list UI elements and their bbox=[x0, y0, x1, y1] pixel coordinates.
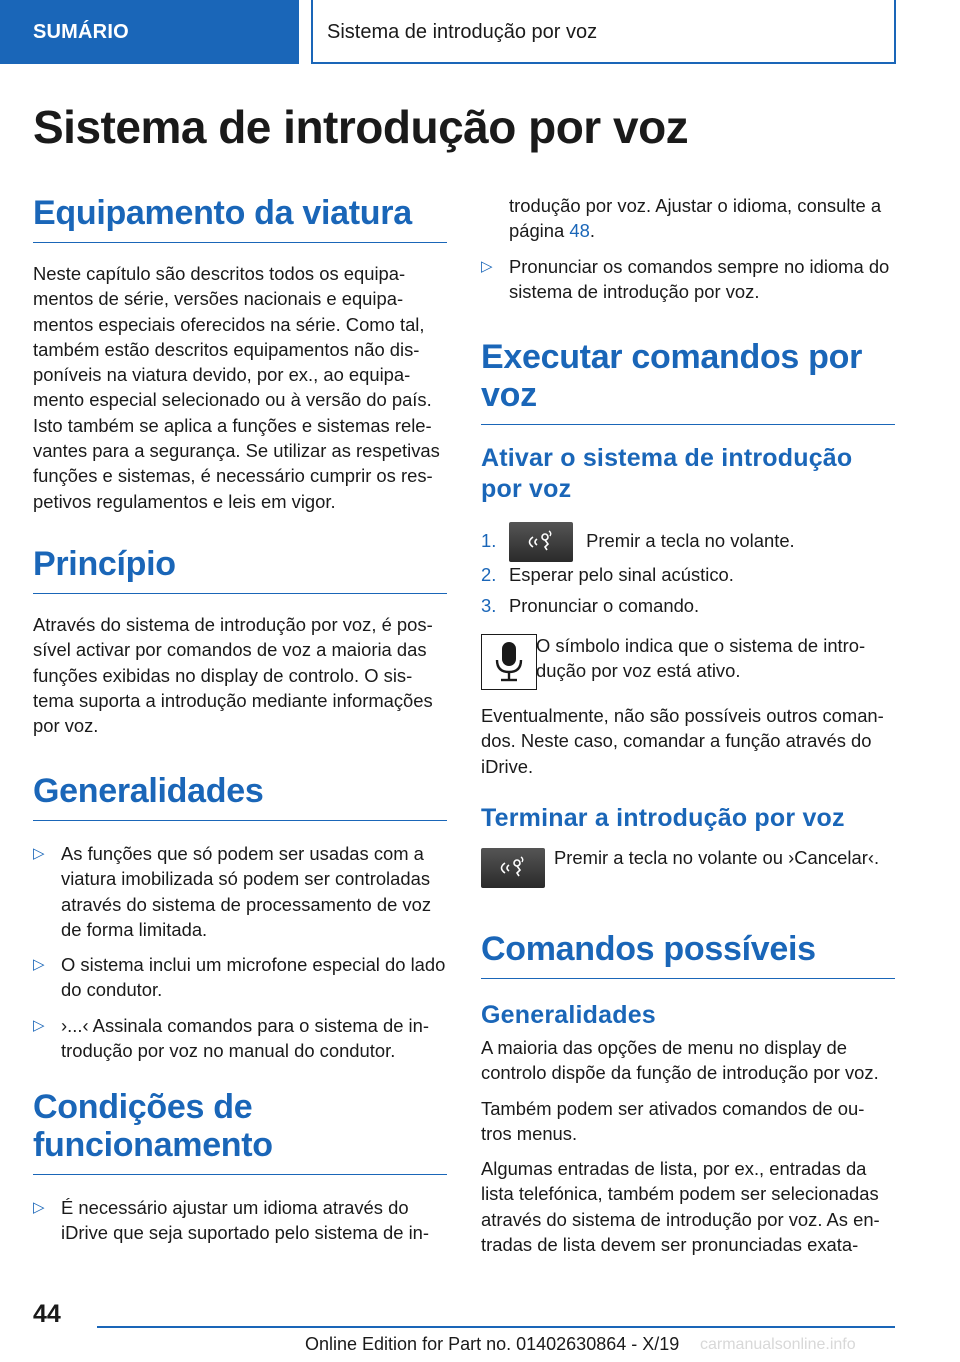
triangle-icon: ▷ bbox=[33, 956, 45, 974]
heading-ativar: Ativar o sistema de introdução por voz bbox=[481, 444, 853, 503]
top-bar bbox=[0, 0, 960, 66]
step-item: 2. Esperar pelo sinal acústico. bbox=[481, 564, 734, 586]
list-item: ▷ As funções que só podem ser usadas com a viatura imobilizada só podem ser controladas através do sistema de processamento de voz de forma limitada. bbox=[33, 843, 432, 940]
section-principio bbox=[33, 545, 447, 738]
section-equipamento bbox=[33, 194, 447, 514]
condicoes-list bbox=[33, 1195, 447, 1246]
heading-generalidades: Generalidades bbox=[33, 772, 447, 821]
comandos-p1: A maioria das opções de menu no display de controlo dispõe da função de introdução por voz. bbox=[481, 1037, 879, 1084]
footer-divider bbox=[97, 1326, 895, 1328]
equipamento-body: Neste capítulo são descritos todos os equipa‐ mentos de série, versões nacionais e equipa‐ mentos especiais oferecidos na série. Como tal, também estão descritos equipamentos não dis‐ poníveis na viatura devido, por ex., ao equipa‐ mento especial selecionado ou à versão do país. Isto também se aplica a funções e sistemas rele‐ vantes para a segurança. Se utilizar as respetivas funções e sistemas, é necessário cumprir os res‐ petivos regulamentos e leis em vigor. bbox=[33, 263, 440, 512]
comandos-p2: Também podem ser ativados comandos de ou‐ tros menus. bbox=[481, 1097, 865, 1144]
edition-text: Online Edition for Part no. 01402630864 - X/19 bbox=[305, 1334, 680, 1354]
section-generalidades bbox=[33, 772, 447, 1073]
comandos-p3: Algumas entradas de lista, por ex., entradas da lista telefónica, também podem ser selecionadas através do sistema de introdução por voz. As en‐ tradas de lista devem ser pronunciadas exata‐ bbox=[481, 1158, 880, 1256]
condicoes-continued-text: trodução por voz. Ajustar o idioma, consulte a página 48. bbox=[509, 195, 882, 242]
heading-comandos: Comandos possíveis bbox=[481, 930, 895, 979]
heading-equipamento: Equipamento da viatura bbox=[33, 194, 447, 243]
ativar-steps bbox=[481, 521, 895, 619]
condicoes-list-2 bbox=[481, 254, 895, 305]
page-title: Sistema de introdução por voz bbox=[33, 101, 689, 153]
condicoes-continued bbox=[481, 193, 895, 314]
microphone-symbol-box bbox=[481, 634, 537, 690]
microphone-icon bbox=[495, 642, 523, 682]
triangle-icon: ▷ bbox=[33, 845, 45, 862]
list-item: ▷ Pronunciar os comandos sempre no idioma do sistema de introdução por voz. bbox=[481, 255, 890, 302]
heading-terminar: Terminar a introdução por voz bbox=[481, 804, 845, 832]
principio-body: Através do sistema de introdução por voz, é pos‐ sível activar por comandos de voz a maioria das funções exibidas no display de controlo. O sis‐ tema suporta a introdução mediante informações por voz. bbox=[33, 614, 433, 737]
triangle-icon: ▷ bbox=[33, 1199, 45, 1216]
section-terminar bbox=[481, 803, 895, 834]
page-link[interactable]: 48 bbox=[569, 220, 590, 242]
page-number: 44 bbox=[33, 1300, 61, 1328]
list-item: ▷ ›...‹ Assinala comandos para o sistema de in‐ trodução por voz no manual do condutor. bbox=[33, 1014, 429, 1062]
section-comandos bbox=[481, 930, 895, 979]
terminar-text: Premir a tecla no volante ou ›Cancelar‹. bbox=[554, 847, 880, 868]
section-comandos-generalidades bbox=[481, 1000, 895, 1257]
generalidades-list bbox=[33, 841, 447, 1063]
voice-key-image-2 bbox=[481, 848, 545, 888]
voice-key-icon bbox=[523, 527, 559, 557]
chapter-tab[interactable]: Sistema de introdução por voz bbox=[311, 0, 896, 64]
heading-executar: Executar comandos por voz bbox=[481, 338, 895, 425]
watermark: carmanualsonline.info bbox=[700, 1336, 856, 1353]
heading-condicoes: Condições de funcionamento bbox=[33, 1088, 447, 1175]
voice-key-icon bbox=[495, 853, 531, 883]
summary-tab[interactable]: SUMÁRIO bbox=[0, 0, 299, 64]
eventual-text: Eventualmente, não são possíveis outros coman‐ dos. Neste caso, comandar a função através do iDrive. bbox=[481, 705, 884, 777]
triangle-icon: ▷ bbox=[33, 1016, 45, 1034]
triangle-icon: ▷ bbox=[481, 257, 493, 275]
heading-comandos-generalidades: Generalidades bbox=[481, 1001, 656, 1029]
section-ativar bbox=[481, 443, 895, 625]
step-item: 3. Pronunciar o comando. bbox=[481, 595, 700, 617]
section-condicoes bbox=[33, 1088, 447, 1256]
mic-note: O símbolo indica que o sistema de intro‐ dução por voz está ativo. bbox=[536, 635, 866, 682]
list-item: ▷ É necessário ajustar um idioma através do iDrive que seja suportado pelo sistema de in‐ bbox=[33, 1197, 430, 1244]
section-executar bbox=[481, 338, 895, 425]
step-item: 1. Premir a tecla no volante. bbox=[481, 521, 895, 562]
heading-principio: Princípio bbox=[33, 545, 447, 594]
voice-key-image bbox=[509, 522, 573, 562]
list-item: ▷ O sistema inclui um microfone especial do lado do condutor. bbox=[33, 954, 446, 1001]
